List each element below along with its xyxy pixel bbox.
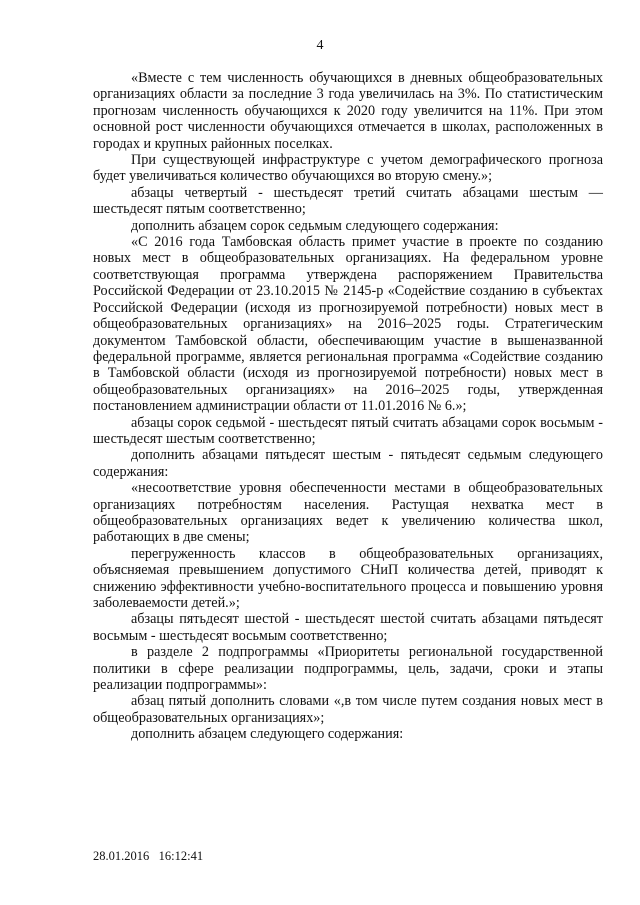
paragraph: в разделе 2 подпрограммы «Приоритеты региональной государственной политики в сфере реализации подпрограммы, цель, задачи, сроки и этапы реализации подпрограммы»:: [93, 644, 603, 694]
paragraph: «Вместе с тем численность обучающихся в дневных общеобразовательных организациях области за последние 3 года увеличилась на 3%. По статистическим прогнозам численность обучающихся к 2020 году увеличится на 11%. При этом основной рост численности обучающихся отмечается в школах, расположенных в городах и крупных районных поселках.: [93, 70, 603, 152]
footer-time: 16:12:41: [158, 849, 204, 863]
paragraph: дополнить абзацем следующего содержания:: [131, 726, 404, 743]
paragraph: перегруженность классов в общеобразовательных организациях, объясняемая превышением допустимого СНиП количества детей, приводят к снижению эффективности учебно-воспитательного процесса и повышению уровня заболеваемости детей.»;: [93, 545, 603, 611]
paragraph: абзацы пятьдесят шестой - шестьдесят шестой считать абзацами пятьдесят восьмым - шестьдесят восьмым соответственно;: [93, 611, 603, 644]
paragraph: «С 2016 года Тамбовская область примет участие в проекте по созданию новых мест в общеобразовательных организациях. На федеральном уровне соответствующая программа утверждена распоряжением Правительства Российской Федерации от 23.10.2015 № 2145-р «Содействие созданию в субъектах Российской Федерации (исходя из прогнозируемой потребности) новых мест в общеобразовательных организациях» на 2016–2025 годы. Стратегическим документом Тамбовской области, обеспечивающим участие в вышеназванной федеральной программе, является региональная программа «Содействие созданию в Тамбовской области (исходя из прогнозируемой потребности) новых мест в общеобразовательных организациях» на 2016–2025 годы, утвержденная постановлением администрации области от 11.01.2016 № 6.»;: [93, 234, 603, 415]
paragraph: дополнить абзацем сорок седьмым следующего содержания:: [131, 217, 499, 234]
paragraph: «несоответствие уровня обеспеченности местами в общеобразовательных организациях потребностям населения. Растущая нехватка мест в общеобразовательных организациях ведет к увеличению количества школ, работающих в две смены;: [93, 480, 603, 546]
page-number: 4: [316, 38, 324, 53]
paragraph: абзац пятый дополнить словами «,в том числе путем создания новых мест в общеобразовательных организациях»;: [93, 693, 603, 726]
footer-date: 28.01.2016: [93, 849, 150, 863]
footer-timestamp: [93, 849, 203, 864]
paragraph: При существующей инфраструктуре с учетом демографического прогноза будет увеличиваться количество обучающихся во вторую смену.»;: [93, 152, 603, 185]
document-body: [93, 70, 603, 743]
paragraph: дополнить абзацами пятьдесят шестым - пятьдесят седьмым следующего содержания:: [93, 447, 603, 480]
paragraph: абзацы четвертый - шестьдесят третий считать абзацами шестым — шестьдесят пятым соответственно;: [93, 184, 603, 218]
paragraph: абзацы сорок седьмой - шестьдесят пятый считать абзацами сорок восьмым - шестьдесят шестым соответственно;: [93, 414, 603, 447]
